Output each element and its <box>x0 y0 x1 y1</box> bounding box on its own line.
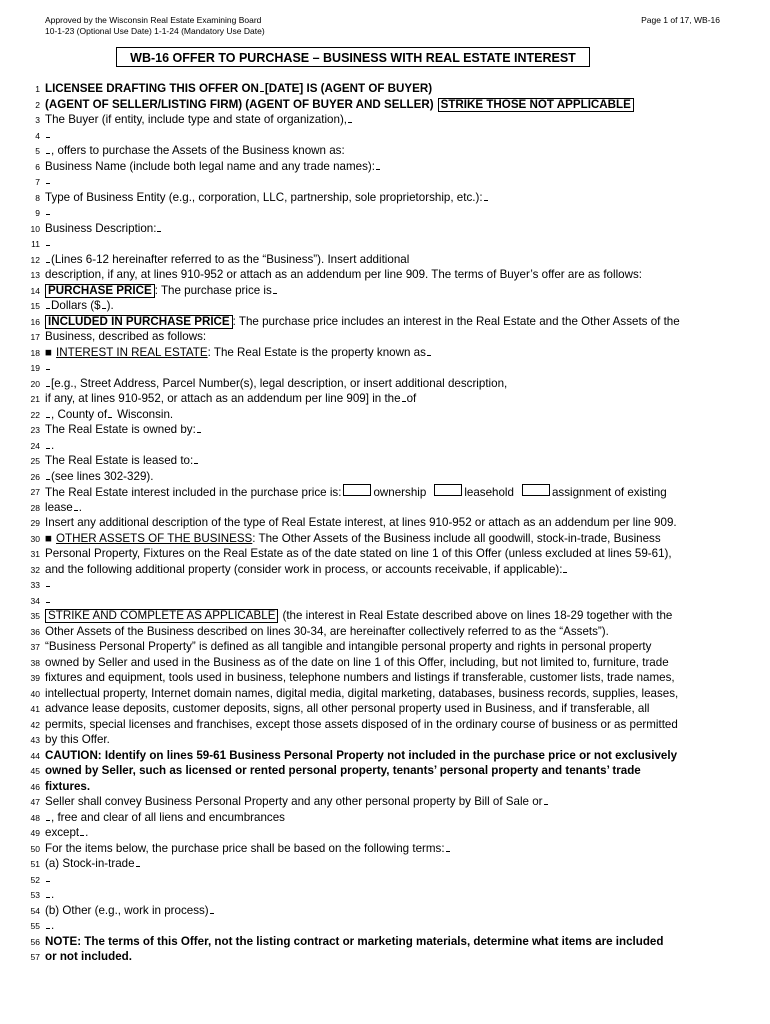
entity-type-field-2[interactable] <box>46 205 50 215</box>
county-field[interactable] <box>108 408 112 418</box>
owned-by-label: The Real Estate is owned by: <box>45 423 196 436</box>
municipality-label: if any, at lines 910-952, or attach as an addendum per line 909] in the <box>45 392 401 405</box>
period: . <box>85 826 89 839</box>
line-1: 1 LICENSEE DRAFTING THIS OFFER ON [DATE] IS (AGENT OF BUYER) <box>35 82 433 95</box>
form-body <box>28 81 728 965</box>
personal-property-definition-6: permits, special licenses and franchises, except those assets disposed of in the ordinary course of business or as permitted <box>45 717 678 731</box>
ownership-label: ownership <box>373 486 427 499</box>
period: . <box>51 438 55 452</box>
lease-field[interactable] <box>74 501 78 511</box>
line-14: 14 PURCHASE PRICE : The purchase price is <box>28 283 728 299</box>
assets-definition-text: (the interest in Real Estate described above on lines 18-29 together with the <box>282 609 673 622</box>
line-8: 8 Type of Business Entity (e.g., corporation, LLC, partnership, sole proprietorship, etc.): <box>28 190 728 206</box>
other-terms-field-2[interactable] <box>46 919 50 929</box>
personal-property-definition-2: owned by Seller and used in the Business as of the date on line 1 of this Offer, including, but not limited to, furniture, trade <box>45 655 669 669</box>
licensee-label: LICENSEE DRAFTING THIS OFFER ON <box>45 82 259 95</box>
purchase-price-heading: PURCHASE PRICE <box>45 284 155 298</box>
line-18: 18 ■ INTEREST IN REAL ESTATE : The Real Estate is the property known as <box>28 345 728 361</box>
additional-property-field-2[interactable] <box>46 577 50 587</box>
line-54: 54 (b) Other (e.g., work in process) <box>28 903 728 919</box>
line-2: 2 (AGENT OF SELLER/LISTING FIRM) (AGENT OF BUYER AND SELLER) STRIKE THOSE NOT APPLICABLE <box>28 97 728 113</box>
interest-type-label: The Real Estate interest included in the purchase price is: <box>45 486 342 499</box>
other-terms-field[interactable] <box>210 904 214 914</box>
purchase-price-words-field-2[interactable] <box>46 299 50 309</box>
state-label: Wisconsin. <box>117 407 174 421</box>
line-57: 57 or not included. <box>30 950 132 963</box>
line-37: 37 “Business Personal Property” is defined as all tangible and intangible personal property and rights in personal property <box>30 640 652 653</box>
note-text: NOTE: The terms of this Offer, not the listing contract or marketing materials, determine what items are included <box>45 934 664 948</box>
line-10: 10 Business Description: <box>28 221 728 237</box>
entity-type-label: Type of Business Entity (e.g., corporation, LLC, partnership, sole proprietorship, etc.): <box>45 190 483 204</box>
except-label: except <box>45 826 80 839</box>
line-44: 44 CAUTION: Identify on lines 59-61 Business Personal Property not included in the purchase price or not exclusively <box>30 748 678 762</box>
personal-property-definition-3: fixtures and equipment, tools used in business, telephone numbers and listings if transferable, customer lists, trade names, <box>45 671 675 684</box>
period: . <box>51 919 55 932</box>
line-50: 50 For the items below, the purchase price shall be based on the following terms: <box>28 841 728 857</box>
except-field[interactable] <box>80 826 84 836</box>
line-43: 43 by this Offer. <box>30 733 110 746</box>
line-17: 17 Business, described as follows: <box>30 330 207 343</box>
assignment-checkbox[interactable] <box>522 484 550 496</box>
business-name-label: Business Name (include both legal name and any trade names): <box>45 159 375 173</box>
line-12: 12 (Lines 6-12 hereinafter referred to as the “Business”). Insert additional <box>30 252 410 266</box>
agency-options: [DATE] IS (AGENT OF BUYER) <box>264 82 433 95</box>
personal-property-definition-5: advance lease deposits, customer deposits, signs, all other personal property used in Business, and if transferable, all <box>45 702 650 715</box>
line-3: 3 The Buyer (if entity, include type and state of organization), <box>28 112 728 128</box>
insert-description-text: Insert any additional description of the type of Real Estate interest, at lines 910-952 or attach as an addendum per line 909. <box>45 516 677 529</box>
line-4: 4 <box>28 128 728 144</box>
line-55: 55 . <box>30 919 55 932</box>
caution-text-3: fixtures. <box>45 779 91 793</box>
included-heading: INCLUDED IN PURCHASE PRICE <box>45 315 233 329</box>
line-21: 21 if any, at lines 910-952, or attach as an addendum per line 909] in the of <box>30 392 417 405</box>
line-6: 6 Business Name (include both legal name and any trade names): <box>28 159 728 175</box>
line-41: 41 advance lease deposits, customer deposits, signs, all other personal property used in Business, and if transferable, all <box>30 702 650 715</box>
line-26: 26 (see lines 302-329). <box>30 469 154 483</box>
leasehold-label: leasehold <box>464 486 514 499</box>
line-28: 28 lease . <box>30 500 82 514</box>
personal-property-definition-4: intellectual property, Internet domain names, digital media, digital marketing, databases, business records, supplies, leases, <box>45 686 679 700</box>
dollars-close: ). <box>106 299 114 312</box>
offer-text: , offers to purchase the Assets of the Business known as: <box>51 144 345 157</box>
agency-options-2: (AGENT OF SELLER/LISTING FIRM) (AGENT OF BUYER AND SELLER) <box>45 97 434 111</box>
caution-text: CAUTION: Identify on lines 59-61 Business Personal Property not included in the purchase price or not exclusively <box>45 748 678 762</box>
stock-in-trade-field[interactable] <box>136 857 140 867</box>
line-51: 51 (a) Stock-in-trade <box>28 856 728 872</box>
other-assets-heading: OTHER ASSETS OF THE BUSINESS <box>56 531 253 545</box>
line-7: 7 <box>28 174 728 190</box>
terms-label: For the items below, the purchase price shall be based on the following terms: <box>45 841 445 855</box>
line-46: 46 fixtures. <box>30 779 91 793</box>
bullet-icon: ■ <box>45 531 53 545</box>
description-field[interactable] <box>157 222 161 232</box>
owned-by-field-2[interactable] <box>46 439 50 449</box>
additional-description-text: description, if any, at lines 910-952 or attach as an addendum per line 909. The terms of Buyer’s offer are as follows: <box>45 268 642 281</box>
purchase-price-amount-field[interactable] <box>102 299 106 309</box>
assignment-label: assignment of existing <box>551 486 667 499</box>
additional-property-field-3[interactable] <box>46 593 50 603</box>
line-9: 9 <box>28 205 728 221</box>
line-15: 15 Dollars ($ ). <box>30 299 114 312</box>
draft-date-field[interactable] <box>260 82 264 92</box>
real-estate-label: : The Real Estate is the property known as <box>207 345 426 359</box>
line-53: 53 . <box>30 888 55 901</box>
bullet-icon: ■ <box>45 345 53 359</box>
line-11: 11 <box>28 236 728 252</box>
approval-text: Approved by the Wisconsin Real Estate Examining Board <box>45 15 262 25</box>
conveyance-field-2[interactable] <box>46 811 50 821</box>
approval-header <box>45 15 265 37</box>
other-assets-text-2: Personal Property, Fixtures on the Real Estate as of the date stated on line 1 of this Offer (unless excluded at lines 59-61), <box>45 547 672 560</box>
line-48: 48 , free and clear of all liens and encumbrances <box>30 810 285 824</box>
stock-in-trade-label: (a) Stock-in-trade <box>45 857 135 870</box>
leased-to-field[interactable] <box>194 454 198 464</box>
described-as-follows: Business, described as follows: <box>45 330 207 343</box>
entity-type-field[interactable] <box>484 191 488 201</box>
included-text: : The purchase price includes an interest in the Real Estate and the Other Assets of the <box>232 314 680 328</box>
other-assets-text: : The Other Assets of the Business include all goodwill, stock-in-trade, Business <box>252 531 661 545</box>
line-33: 33 <box>28 577 728 593</box>
description-label: Business Description: <box>45 221 157 235</box>
conveyance-field[interactable] <box>544 795 548 805</box>
line-40: 40 intellectual property, Internet domain names, digital media, digital marketing, databases, business records, supplies, leases, <box>30 686 679 700</box>
description-field-3[interactable] <box>46 253 50 263</box>
buyer-field-2[interactable] <box>46 128 50 138</box>
line-16: 16 INCLUDED IN PURCHASE PRICE : The purchase price includes an interest in the Real Estate and the Other Assets of the <box>30 314 680 328</box>
line-32: 32 and the following additional property (consider work in process, or accounts receivable, if applicable): <box>28 562 728 578</box>
line-38: 38 owned by Seller and used in the Business as of the date on line 1 of this Offer, including, but not limited to, furniture, trade <box>30 655 669 669</box>
dollars-label: Dollars ($ <box>51 299 101 312</box>
business-name-field-2[interactable] <box>46 174 50 184</box>
note-text-2: or not included. <box>45 950 132 963</box>
line-22: 22 , County of Wisconsin. <box>30 407 174 421</box>
buyer-label: The Buyer (if entity, include type and state of organization), <box>45 113 348 126</box>
property-field-3[interactable] <box>46 377 50 387</box>
liens-text: , free and clear of all liens and encumbrances <box>51 810 285 824</box>
municipality-name-field[interactable] <box>46 408 50 418</box>
line-35: 35 STRIKE AND COMPLETE AS APPLICABLE (the interest in Real Estate described above on lines 18-29 together with the <box>30 609 673 622</box>
line-27: 27 The Real Estate interest included in the purchase price is: ownership leasehold assignment of existing <box>30 486 667 499</box>
property-field-2[interactable] <box>46 360 50 370</box>
line-39: 39 fixtures and equipment, tools used in business, telephone numbers and listings if transferable, customer lists, trade names, <box>30 671 675 684</box>
page-number: Page 1 of 17, WB-16 <box>641 15 720 25</box>
see-lines-ref: (see lines 302-329). <box>51 469 154 483</box>
line-34: 34 <box>28 593 728 609</box>
property-known-as-field[interactable] <box>427 346 431 356</box>
description-field-2[interactable] <box>46 236 50 246</box>
ownership-checkbox[interactable] <box>343 484 371 496</box>
bill-of-sale-label: Seller shall convey Business Personal Property and any other personal property by Bill of Sale or <box>45 795 543 808</box>
buyer-field[interactable] <box>348 113 352 123</box>
additional-property-label: and the following additional property (consider work in process, or accounts receivable, if applicable): <box>45 562 563 576</box>
caution-text-2: owned by Seller, such as licensed or rented personal property, tenants’ personal property and tenants’ trade <box>45 764 641 777</box>
line-31: 31 Personal Property, Fixtures on the Real Estate as of the date stated on line 1 of this Offer (unless excluded at lines 59-61), <box>30 547 672 560</box>
other-terms-label: (b) Other (e.g., work in process) <box>45 903 209 917</box>
county-label: , County of <box>51 407 108 421</box>
purchase-price-words-field[interactable] <box>273 284 277 294</box>
leased-to-label: The Real Estate is leased to: <box>45 454 194 467</box>
lease-label: lease <box>45 500 73 514</box>
additional-property-field[interactable] <box>563 563 567 573</box>
line-19: 19 <box>28 360 728 376</box>
line-20: 20 [e.g., Street Address, Parcel Number(s), legal description, or insert additional description, <box>30 376 508 390</box>
period: . <box>78 500 82 514</box>
line-47: 47 Seller shall convey Business Personal Property and any other personal property by Bill of Sale or <box>28 794 728 810</box>
business-reference: (Lines 6-12 hereinafter referred to as the “Business”). Insert additional <box>51 252 410 266</box>
municipality-field[interactable] <box>402 392 406 402</box>
purchase-price-label: : The purchase price is <box>154 283 272 297</box>
strike-complete-instruction: STRIKE AND COMPLETE AS APPLICABLE <box>45 609 278 623</box>
business-name-field[interactable] <box>376 160 380 170</box>
line-52: 52 <box>28 872 728 888</box>
stock-in-trade-field-3[interactable] <box>46 888 50 898</box>
line-30: 30 ■ OTHER ASSETS OF THE BUSINESS : The Other Assets of the Business include all goodwill, stock-in-trade, Business <box>30 531 661 545</box>
line-5: 5 , offers to purchase the Assets of the Business known as: <box>35 144 345 157</box>
line-36: 36 Other Assets of the Business described on lines 30-34, are hereinafter collectively referred to as the “Assets”). <box>30 624 609 638</box>
buyer-field-3[interactable] <box>46 144 50 154</box>
personal-property-definition: “Business Personal Property” is defined as all tangible and intangible personal property and rights in personal property <box>45 640 652 653</box>
owned-by-field[interactable] <box>197 423 201 433</box>
leasehold-checkbox[interactable] <box>434 484 462 496</box>
use-dates: 10-1-23 (Optional Use Date) 1-1-24 (Mandatory Use Date) <box>45 26 265 36</box>
line-49: 49 except . <box>30 826 89 839</box>
terms-field[interactable] <box>446 842 450 852</box>
stock-in-trade-field-2[interactable] <box>46 872 50 882</box>
form-title: WB-16 OFFER TO PURCHASE – BUSINESS WITH REAL ESTATE INTEREST <box>116 47 590 67</box>
assets-definition-text-2: Other Assets of the Business described on lines 30-34, are hereinafter collectively referred to as the “Assets”). <box>45 624 609 638</box>
line-25: 25 The Real Estate is leased to: <box>28 453 728 469</box>
line-29: 29 Insert any additional description of the type of Real Estate interest, at lines 910-952 or attach as an addendum per line 909. <box>30 516 677 529</box>
strike-instruction: STRIKE THOSE NOT APPLICABLE <box>438 98 634 112</box>
line-56: 56 NOTE: The terms of this Offer, not the listing contract or marketing materials, determine what items are included <box>30 934 664 948</box>
line-42: 42 permits, special licenses and franchises, except those assets disposed of in the ordinary course of business or as permitted <box>30 717 678 731</box>
line-45: 45 owned by Seller, such as licensed or rented personal property, tenants’ personal property and tenants’ trade <box>30 764 641 777</box>
leased-to-field-2[interactable] <box>46 470 50 480</box>
period: . <box>51 888 55 901</box>
line-23: 23 The Real Estate is owned by: <box>28 422 728 438</box>
of-label: of <box>406 392 417 405</box>
line-13: 13 description, if any, at lines 910-952 or attach as an addendum per line 909. The terms of Buyer’s offer are as follows: <box>30 268 642 281</box>
personal-property-definition-7: by this Offer. <box>45 733 110 746</box>
address-example-text: [e.g., Street Address, Parcel Number(s), legal description, or insert additional description, <box>51 376 508 390</box>
line-24: 24 . <box>30 438 55 452</box>
real-estate-heading: INTEREST IN REAL ESTATE <box>56 345 208 359</box>
